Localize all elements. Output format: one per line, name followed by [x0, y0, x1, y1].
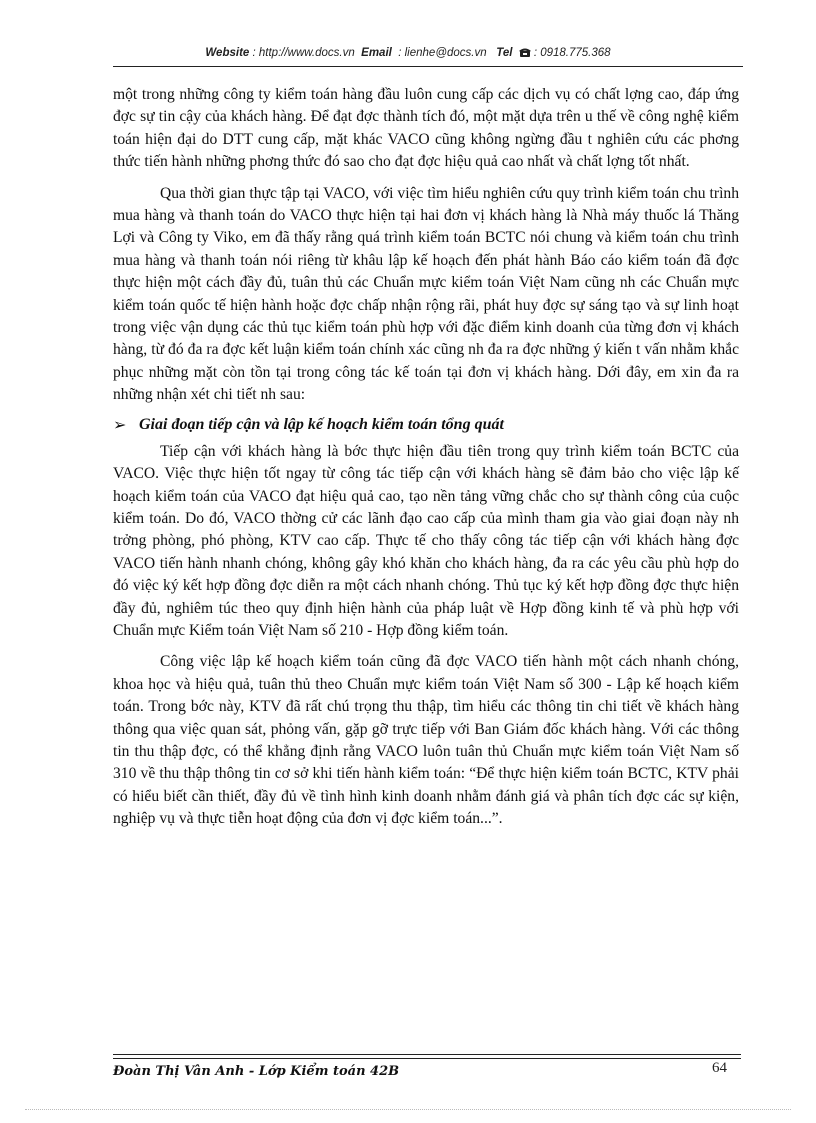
page-bottom-dotted-line: [25, 1109, 791, 1110]
header-divider: [113, 66, 743, 67]
footer-author: Đoàn Thị Vân Anh - Lớp Kiểm toán 42B: [113, 1064, 400, 1079]
page-number: 64: [712, 1060, 727, 1076]
paragraph-2: Qua thời gian thực tập tại VACO, với việc tìm hiểu nghiên cứu quy trình kiểm toán chu trình mua hàng và thanh toán do VACO thực hiện tại hai đơn vị khách hàng là Nhà máy thuốc lá Thăng Lợi và Công ty Viko, em đã thấy rằng quá trình kiểm toán BCTC nói chung và kiểm toán chu trình mua hàng và thanh toán nói riêng từ khâu lập kế hoạch đến phát hành Báo cáo kiểm toán đã đợc thực hiện một cách đầy đủ, tuân thủ các Chuẩn mực kiểm toán Việt Nam cũng nh các Chuẩn mực kiểm toán quốc tế hiện hành hoặc đợc chấp nhận rộng rãi, phát huy đợc sự sáng tạo và sự linh hoạt trong việc vận dụng các thủ tục kiểm toán phù hợp với đặc điểm kinh doanh của từng đơn vị khách hàng, từ đó đa ra đợc kết luận kiểm toán chính xác cũng nh đa ra đợc những ý kiến t vấn nhằm khắc phục những mặt còn tồn tại trong công tác kế toán tại đơn vị khách hàng. Dới đây, em xin đa ra những nhận xét chi tiết nh sau:: [113, 184, 739, 404]
footer-divider-bottom: [113, 1058, 741, 1059]
email-label: Email: [361, 47, 392, 59]
section-heading-text: Giai đoạn tiếp cận và lập kế hoạch kiểm toán tổng quát: [139, 415, 504, 433]
email-value[interactable]: : lienhe@docs.vn: [398, 47, 487, 59]
section-heading: [113, 413, 739, 437]
section-paragraph-1: Tiếp cận với khách hàng là bớc thực hiện đầu tiên trong quy trình kiểm toán BCTC của VACO. Việc thực hiện tốt ngay từ công tác tiếp cận với khách hàng sẽ đảm bảo cho việc lập kế hoạch kiểm toán của VACO đạt hiệu quả cao, tạo nền tảng vững chắc cho sự thành công của cuộc kiểm toán. Do đó, VACO thờng cử các lãnh đạo cao cấp của mình tham gia vào giai đoạn này nh trởng phòng, phó phòng, KTV cao cấp. Thực tế cho thấy công tác tiếp cận với khách hàng đợc VACO tiến hành nhanh chóng, không gây khó khăn cho khách hàng, đa ra các yêu cầu phù hợp do đó việc ký kết hợp đồng đợc diễn ra một cách nhanh chóng. Thủ tục ký kết hợp đồng đợc thực hiện đầy đủ, nghiêm túc theo quy định hiện hành của pháp luật về Hợp đồng kinh tế và phù hợp với Chuẩn mực Kiểm toán Việt Nam số 210 - Hợp đồng kiểm toán.: [113, 442, 739, 639]
footer-divider-top: [113, 1054, 741, 1055]
tel-label: Tel: [496, 47, 513, 59]
website-value[interactable]: : http://www.docs.vn: [252, 47, 355, 59]
page-header: [0, 47, 816, 65]
document-body: [113, 84, 739, 831]
section-paragraph-2: Công việc lập kế hoạch kiểm toán cũng đã đợc VACO tiến hành một cách nhanh chóng, khoa học và hiệu quả, tuân thủ theo Chuẩn mực kiểm toán Việt Nam số 300 - Lập kế hoạch kiểm toán. Trong bớc này, KTV đã rất chú trọng thu thập, tìm hiểu các thông tin chi tiết về khách hàng thông qua việc quan sát, phỏng vấn, gặp gỡ trực tiếp với Ban Giám đốc khách hàng. Với các thông tin thu thập đợc, có thể khẳng định rằng VACO luôn tuân thủ Chuẩn mực kiểm toán Việt Nam số 310 về thu thập thông tin cơ sở khi tiến hành kiểm toán: “Để thực hiện kiểm toán BCTC, KTV phải có hiểu biết cần thiết, đầy đủ về tình hình kinh doanh nhằm đánh giá và phân tích đợc các sự kiện, nghiệp vụ và thực tiễn hoạt động của đơn vị đợc kiểm toán...”.: [113, 653, 739, 828]
tel-value: : 0918.775.368: [533, 47, 611, 59]
phone-icon: [519, 47, 531, 61]
website-label: Website: [205, 47, 250, 59]
arrow-bullet-icon: ➢: [113, 414, 127, 434]
paragraph-1: một trong những công ty kiểm toán hàng đầu luôn cung cấp các dịch vụ có chất lợng cao, đáp ứng đợc sự tin cậy của khách hàng. Để đạt đợc thành tích đó, một mặt dựa trên u thế về công nghệ kiểm toán hiện đại do DTT cung cấp, mặt khác VACO cũng không ngừng đầu t nghiên cứu các phơng thức tiến hành những phơng thức đó sao cho đạt đợc hiệu quả cao nhất và chất lợng tốt nhất.: [113, 86, 739, 171]
